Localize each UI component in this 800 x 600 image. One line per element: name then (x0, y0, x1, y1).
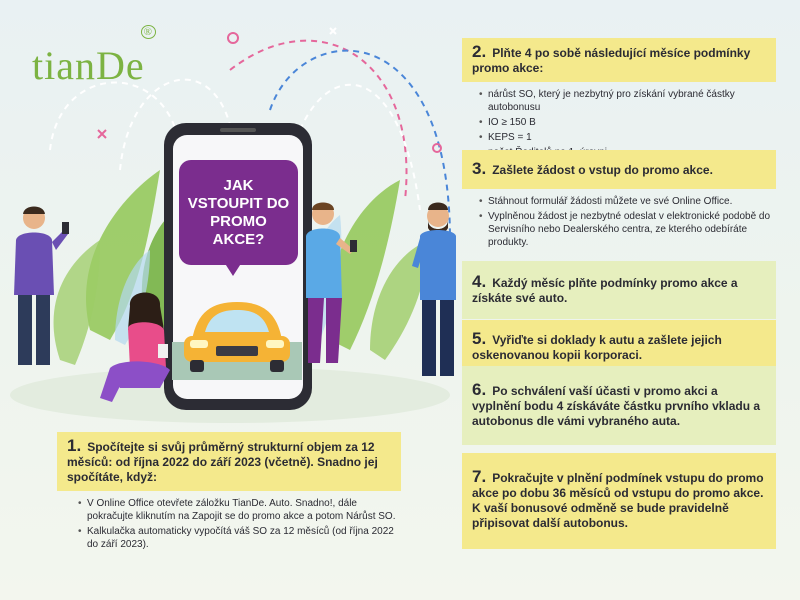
step-3-number: 3. (472, 159, 487, 178)
step-4-header (462, 261, 776, 319)
list-item: • Stáhnout formulář žádosti můžete ve své Online Office. (488, 195, 776, 208)
step-1-header (57, 432, 401, 491)
step-3-header (462, 150, 776, 189)
step-1-number: 1. (67, 436, 82, 455)
tiande-logo (32, 26, 160, 89)
woman-sitting-illustration (100, 288, 190, 418)
man-left-illustration (4, 200, 74, 370)
step-2-number: 2. (472, 42, 487, 61)
step-2-title: Plňte 4 po sobě následující měsíce podmínky promo akce: (472, 46, 751, 75)
list-item: • V Online Office otevřete záložku TianDe. Auto. Snadno!, dále pokračujte kliknutím na Zapojit se do promo akce a potom Nárůst SO. (87, 497, 401, 523)
step-7-header (462, 453, 776, 549)
bubble-text: JAK VSTOUPIT DO PROMO AKCE? (187, 176, 290, 248)
step-2-header (462, 38, 776, 82)
list-item: • Kalkulačka automaticky vypočítá váš SO za 12 měsíců (od října 2022 do září 2023). (87, 525, 401, 551)
car-illustration (172, 290, 302, 380)
list-item: • IO ≥ 150 B (488, 116, 776, 129)
step-6-title: Po schválení vaší účasti v promo akci a vyplnění bodu 4 získáváte částku prvního vkladu a autobonus dle vámi vybraného auta. (472, 384, 761, 428)
step-5-number: 5. (472, 329, 487, 348)
man-center-illustration (298, 198, 368, 368)
step-1-list (57, 497, 401, 551)
step-4-title: Každý měsíc plňte podmínky promo akce a získáte své auto. (472, 276, 738, 305)
speech-bubble (179, 160, 298, 265)
step-2 (462, 38, 776, 161)
list-item: • KEPS = 1 (488, 131, 776, 144)
step-4 (462, 261, 776, 319)
step-6-header (462, 366, 776, 445)
step-2-list (462, 88, 776, 159)
step-7-title: Pokračujte v plnění podmínek vstupu do promo akce po dobu 36 měsíců od vstupu do promo akce. K vaší bonusové odměně se bude pravidelně připisovat další autobonus. (472, 471, 764, 530)
speech-bubble-tail (224, 262, 242, 276)
list-item: • Vyplněnou žádost je nezbytné odeslat v elektronické podobě do Servisního nebo Dealerského centra, ze kterého odebíráte produkty. (488, 210, 776, 249)
step-1-title: Spočítejte si svůj průměrný strukturní objem za 12 měsíců: od října 2022 do září 2023 (včetně). Snadno jej spočítáte, když: (67, 440, 378, 484)
step-4-number: 4. (472, 272, 487, 291)
step-3 (462, 150, 776, 251)
registered-mark: ® (141, 25, 156, 39)
step-6-number: 6. (472, 380, 487, 399)
step-3-list (462, 195, 776, 249)
phone-notch (220, 128, 256, 132)
list-item: • nárůst SO, který je nezbytný pro získání vybrané částky autobonusu (488, 88, 776, 114)
logo-text: tianDe (32, 43, 145, 88)
man-right-illustration (410, 200, 470, 380)
step-3-title: Zašlete žádost o vstup do promo akce. (492, 163, 713, 177)
step-6 (462, 366, 776, 445)
step-7-number: 7. (472, 467, 487, 486)
step-5-title: Vyřiďte si doklady k autu a zašlete jejich oskenovanou kopii korporaci. (472, 333, 722, 362)
step-7 (462, 453, 776, 549)
step-1 (57, 432, 401, 553)
